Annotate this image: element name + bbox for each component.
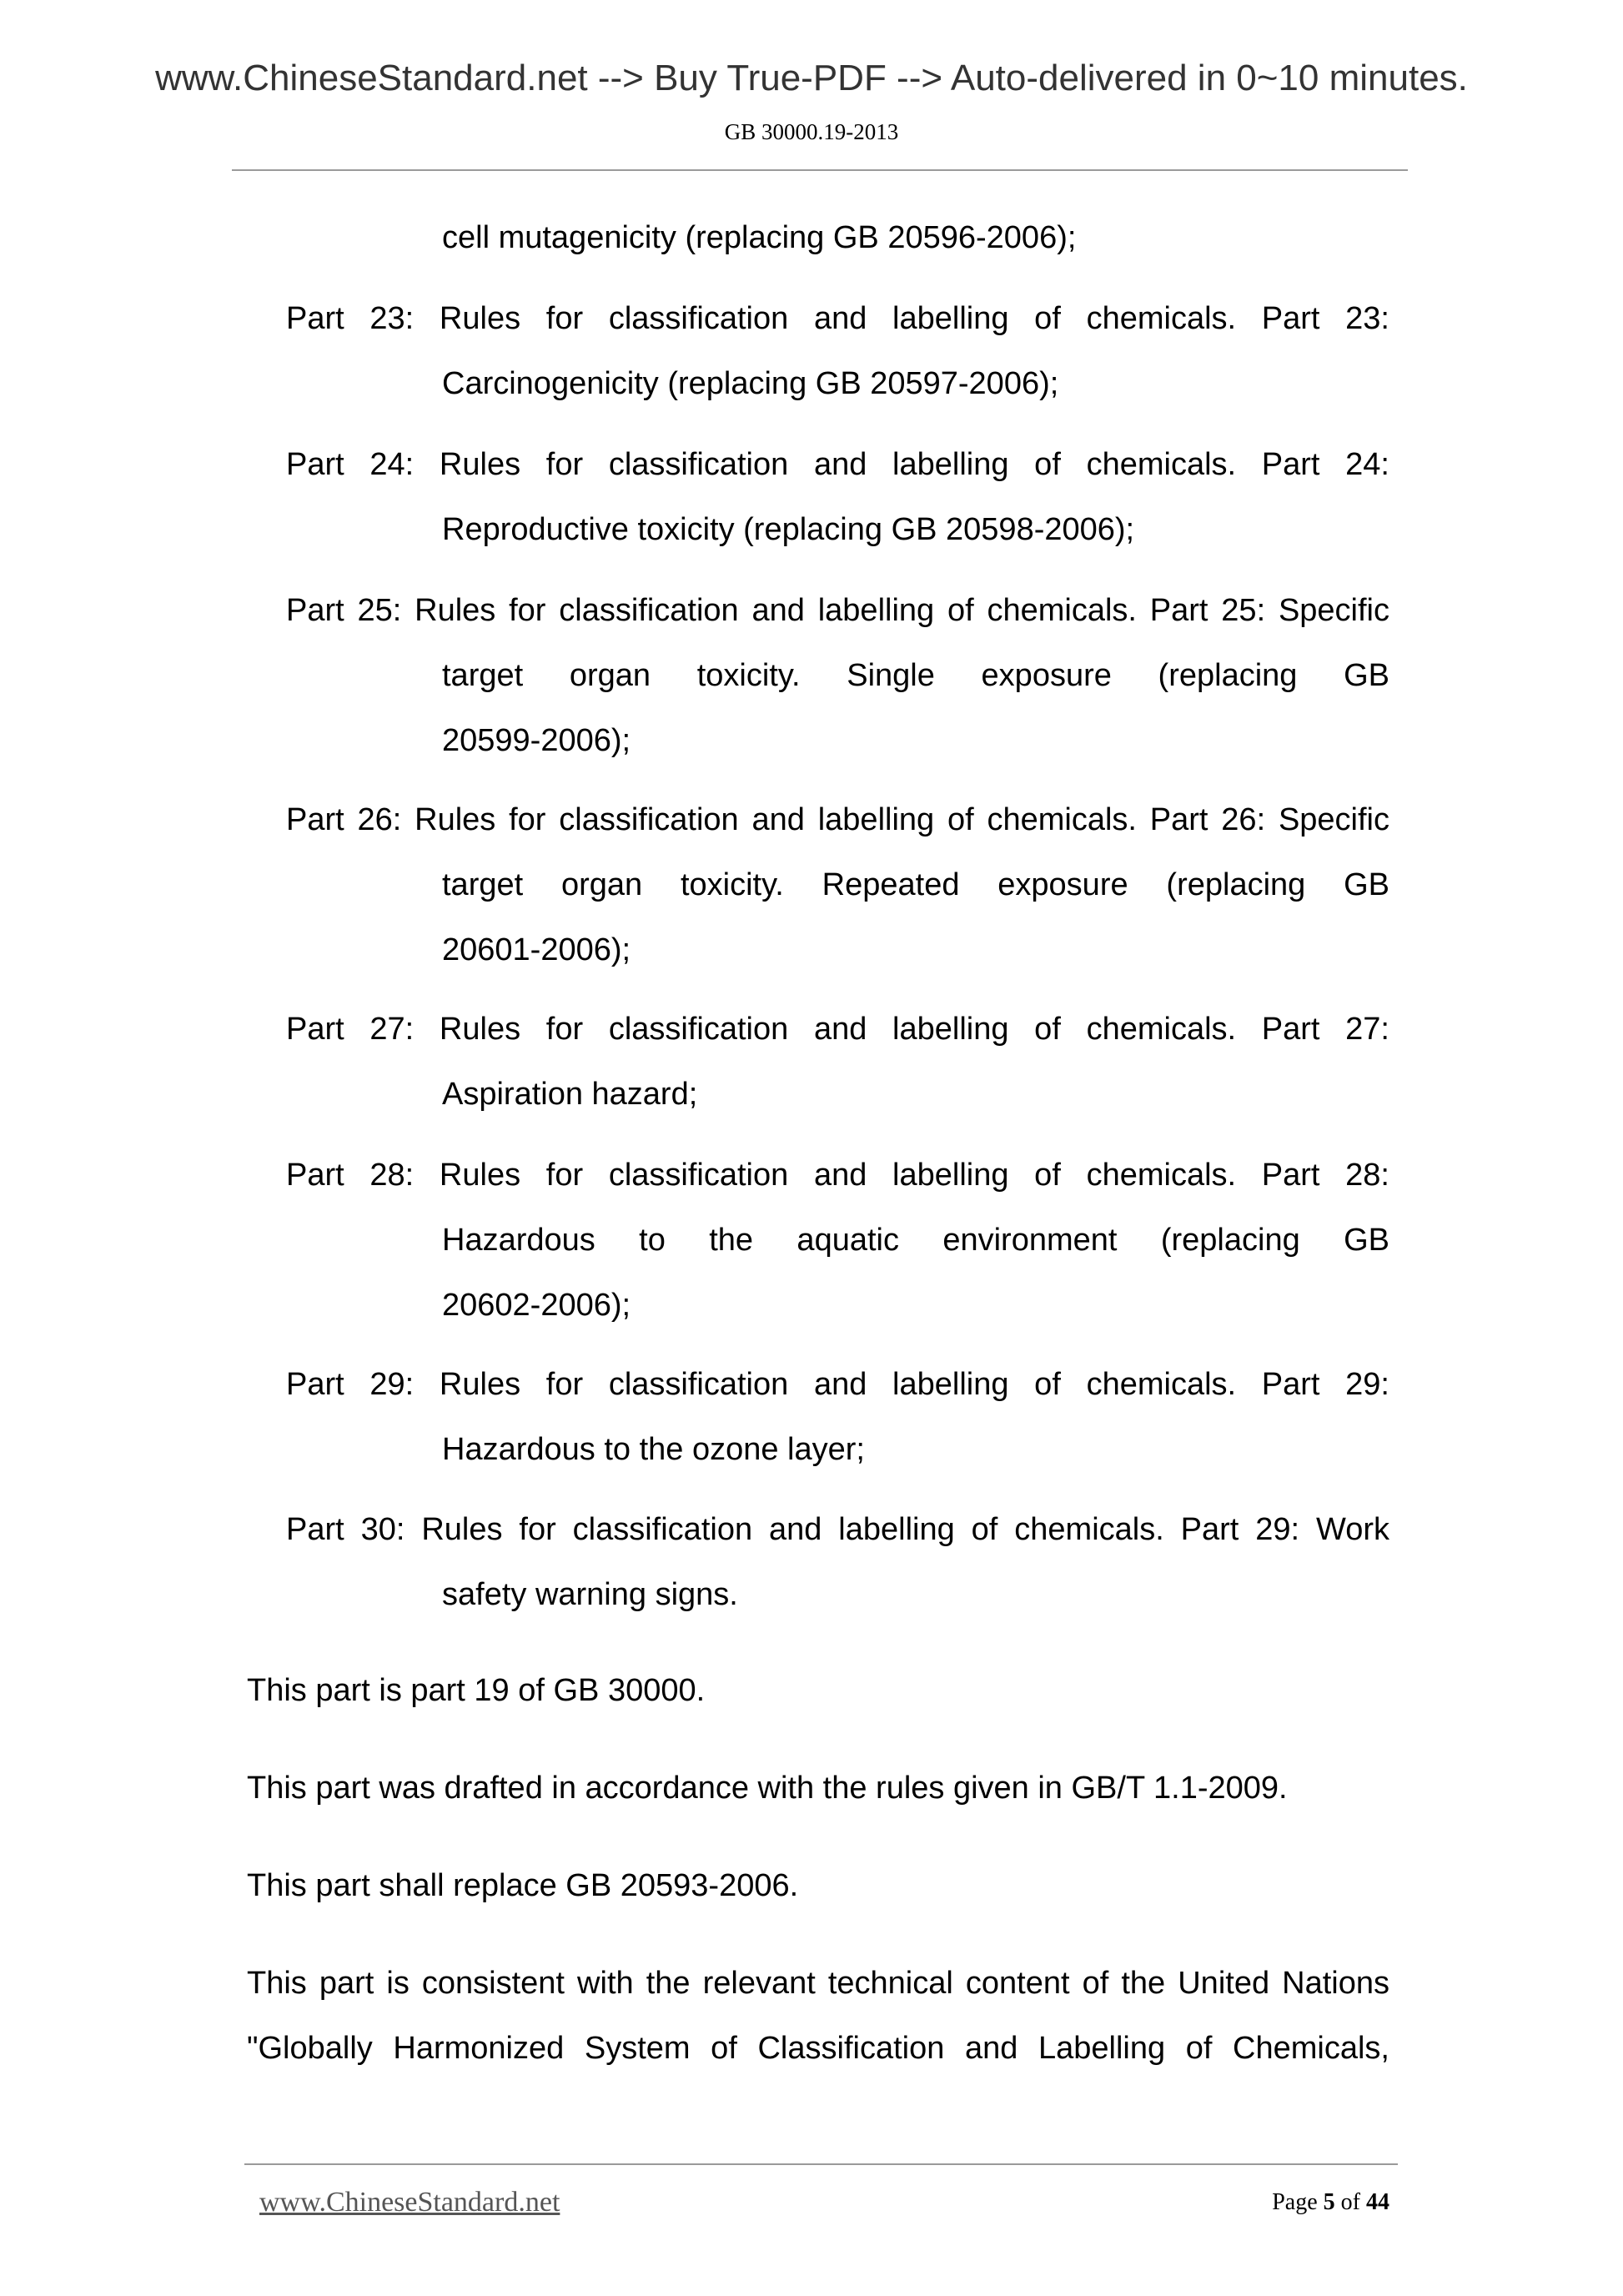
body-line: 20601-2006); — [442, 932, 631, 967]
body-line: 20602-2006); — [442, 1288, 631, 1323]
body-line: safety warning signs. — [442, 1577, 738, 1612]
footer-site-link[interactable]: www.ChineseStandard.net — [259, 2187, 560, 2218]
body-line: Reproductive toxicity (replacing GB 20598-2006); — [442, 512, 1135, 547]
body-line: Carcinogenicity (replacing GB 20597-2006); — [442, 366, 1059, 401]
body-line: Hazardous to the ozone layer; — [442, 1432, 865, 1467]
page-of: of — [1340, 2189, 1360, 2215]
body-line: Part 23: Rules for classification and labelling of chemicals. Part 23: — [286, 301, 1389, 336]
body-line: This part shall replace GB 20593-2006. — [247, 1868, 799, 1903]
body-line: Aspiration hazard; — [442, 1077, 698, 1112]
body-line: Part 28: Rules for classification and labelling of chemicals. Part 28: — [286, 1158, 1389, 1193]
header-banner: www.ChineseStandard.net --> Buy True-PDF --> Auto-delivered in 0~10 minutes. — [155, 58, 1468, 98]
body-line: "Globally Harmonized System of Classification and Labelling of Chemicals, — [247, 2031, 1389, 2066]
header-divider — [232, 169, 1408, 171]
body-line: Part 27: Rules for classification and labelling of chemicals. Part 27: — [286, 1012, 1389, 1047]
body-line: target organ toxicity. Repeated exposure (replacing GB — [442, 867, 1389, 902]
footer-divider — [244, 2163, 1398, 2165]
page-total: 44 — [1366, 2189, 1389, 2215]
body-line: Part 26: Rules for classification and labelling of chemicals. Part 26: Specific — [286, 802, 1389, 837]
body-line: Part 25: Rules for classification and labelling of chemicals. Part 25: Specific — [286, 593, 1389, 628]
page-current: 5 — [1323, 2189, 1335, 2215]
body-line: cell mutagenicity (replacing GB 20596-2006); — [442, 220, 1077, 255]
body-line: Part 24: Rules for classification and labelling of chemicals. Part 24: — [286, 447, 1389, 482]
body-line: target organ toxicity. Single exposure (replacing GB — [442, 658, 1389, 693]
body-line: 20599-2006); — [442, 723, 631, 758]
body-line: This part was drafted in accordance with the rules given in GB/T 1.1-2009. — [247, 1771, 1288, 1806]
page-number — [1272, 2191, 1389, 2214]
body-line: This part is part 19 of GB 30000. — [247, 1673, 706, 1708]
body-line: Part 30: Rules for classification and labelling of chemicals. Part 29: Work — [286, 1512, 1389, 1547]
body-line: This part is consistent with the relevant technical content of the United Nations — [247, 1966, 1389, 2001]
body-line: Part 29: Rules for classification and labelling of chemicals. Part 29: — [286, 1367, 1389, 1402]
body-line: Hazardous to the aquatic environment (replacing GB — [442, 1223, 1389, 1258]
document-id: GB 30000.19-2013 — [724, 119, 899, 144]
page-label: Page — [1272, 2189, 1318, 2215]
